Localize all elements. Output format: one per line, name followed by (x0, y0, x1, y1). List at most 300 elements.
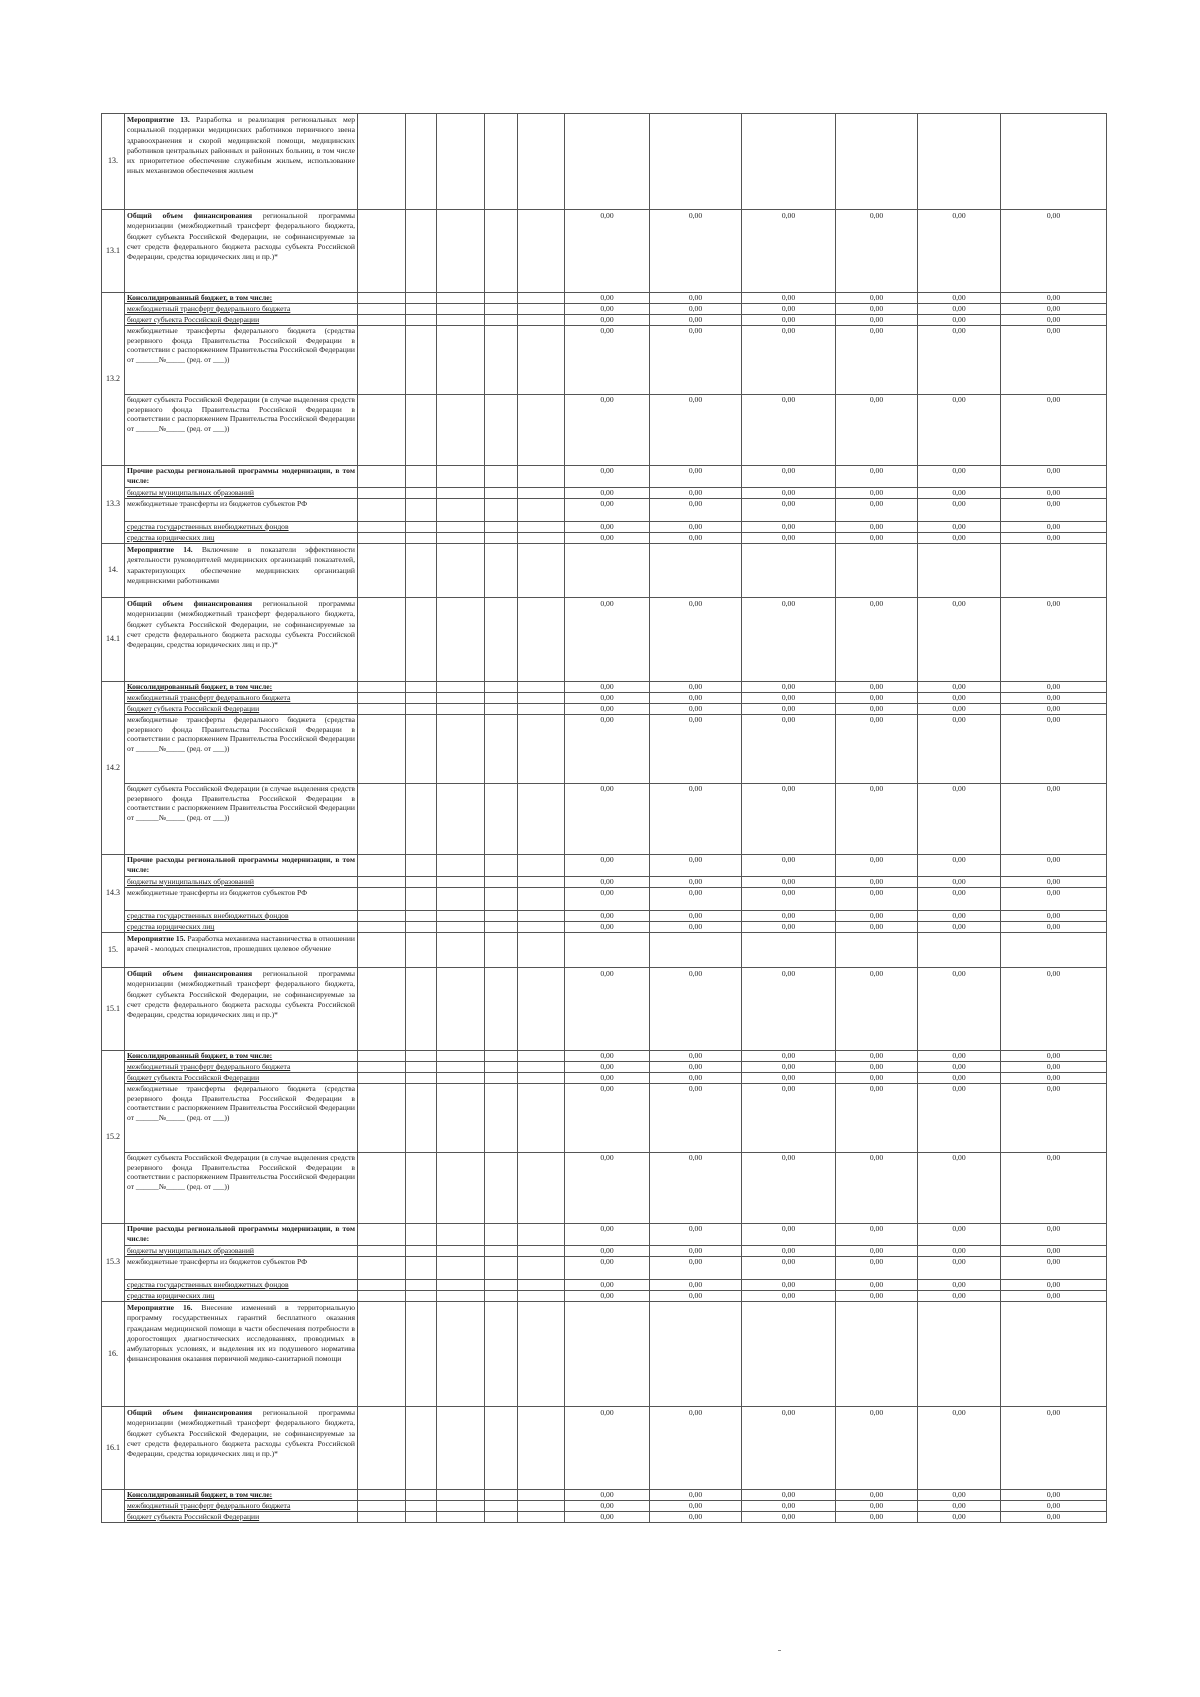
empty-cell (358, 1246, 406, 1257)
row-number: 14.1 (102, 598, 125, 682)
value-cell: 0,00 (918, 682, 1001, 693)
consolidated-budget-label: Консолидированный бюджет, в том числе: (125, 682, 358, 693)
empty-cell (485, 1062, 518, 1073)
empty-cell (518, 682, 565, 693)
empty-cell (437, 522, 485, 533)
empty-cell (437, 210, 485, 293)
empty-cell (485, 877, 518, 888)
empty-cell (485, 1257, 518, 1280)
reserve-federal-label: межбюджетные трансферты федерального бюджета (средства резервного фонда Правительства Российской Федерации в соответствии с распоряжением Правительства Российской Федерации от ______№_____ (ред. от ___)) (125, 715, 358, 784)
value-cell: 0,00 (565, 1257, 650, 1280)
empty-cell (518, 1490, 565, 1501)
value-cell: 0,00 (742, 1512, 836, 1523)
value-cell (836, 114, 918, 210)
empty-cell (485, 1291, 518, 1302)
other-expenses-row (102, 522, 1107, 533)
value-cell: 0,00 (836, 968, 918, 1051)
empty-cell (485, 693, 518, 704)
other-expenses-row (102, 488, 1107, 499)
legal-entities-label: средства юридических лиц (125, 533, 358, 544)
empty-cell (406, 715, 437, 784)
value-cell: 0,00 (918, 1062, 1001, 1073)
empty-cell (485, 888, 518, 911)
budget-row (102, 682, 1107, 693)
value-cell: 0,00 (650, 488, 742, 499)
row-number: 14.2 (102, 682, 125, 855)
value-cell: 0,00 (836, 598, 918, 682)
value-cell (918, 544, 1001, 598)
empty-cell (485, 210, 518, 293)
value-cell: 0,00 (1001, 704, 1107, 715)
bold-lead: Общий объем финансирования (127, 211, 253, 220)
empty-cell (437, 968, 485, 1051)
empty-cell (406, 1280, 437, 1291)
value-cell: 0,00 (836, 1490, 918, 1501)
value-cell: 0,00 (918, 888, 1001, 911)
budget-row (102, 326, 1107, 395)
value-cell: 0,00 (918, 968, 1001, 1051)
value-cell: 0,00 (1001, 1501, 1107, 1512)
empty-cell (518, 877, 565, 888)
empty-cell (437, 1246, 485, 1257)
value-cell: 0,00 (650, 922, 742, 933)
value-cell: 0,00 (742, 682, 836, 693)
other-expenses-row (102, 922, 1107, 933)
value-cell: 0,00 (742, 855, 836, 877)
value-cell (742, 114, 836, 210)
value-cell: 0,00 (650, 293, 742, 304)
empty-cell (406, 1257, 437, 1280)
value-cell: 0,00 (1001, 466, 1107, 488)
empty-cell (518, 922, 565, 933)
value-cell: 0,00 (650, 704, 742, 715)
value-cell: 0,00 (836, 1257, 918, 1280)
value-cell: 0,00 (650, 1073, 742, 1084)
value-cell: 0,00 (650, 888, 742, 911)
value-cell: 0,00 (918, 1051, 1001, 1062)
reserve-federal-label: межбюджетные трансферты федерального бюджета (средства резервного фонда Правительства Российской Федерации в соответствии с распоряжением Правительства Российской Федерации от ______№_____ (ред. от ___)) (125, 326, 358, 395)
empty-cell (437, 1073, 485, 1084)
empty-cell (518, 1073, 565, 1084)
value-cell: 0,00 (1001, 888, 1107, 911)
value-cell: 0,00 (836, 210, 918, 293)
row-number: 13. (102, 114, 125, 210)
other-expenses-row (102, 499, 1107, 522)
empty-cell (406, 114, 437, 210)
empty-cell (485, 911, 518, 922)
value-cell: 0,00 (742, 293, 836, 304)
empty-cell (437, 715, 485, 784)
empty-cell (485, 855, 518, 877)
value-cell (565, 544, 650, 598)
value-cell: 0,00 (1001, 499, 1107, 522)
value-cell: 0,00 (565, 326, 650, 395)
value-cell: 0,00 (918, 1291, 1001, 1302)
value-cell: 0,00 (918, 1490, 1001, 1501)
empty-cell (358, 693, 406, 704)
value-cell: 0,00 (650, 326, 742, 395)
value-cell: 0,00 (836, 1501, 918, 1512)
row-number: 15.2 (102, 1051, 125, 1224)
consolidated-budget-label: Консолидированный бюджет, в том числе: (125, 293, 358, 304)
value-cell: 0,00 (1001, 855, 1107, 877)
other-expenses-row (102, 466, 1107, 488)
event-description: Мероприятие 16. Внесение изменений в территориальную программу государственных гарантий бесплатного оказания гражданам медицинской помощи в части обеспечения потребности в дорогостоящих диагностических исследованиях, проводимых в амбулаторных условиях, и выделения их из подушевого норматива финансирования оказания первичной медико-санитарной помощи (125, 1302, 358, 1407)
value-cell: 0,00 (918, 704, 1001, 715)
value-cell: 0,00 (1001, 1084, 1107, 1153)
event-row (102, 1302, 1107, 1407)
value-cell: 0,00 (650, 395, 742, 466)
budget-row (102, 304, 1107, 315)
empty-cell (437, 922, 485, 933)
value-cell: 0,00 (1001, 315, 1107, 326)
value-cell (650, 544, 742, 598)
legal-entities-label: средства юридических лиц (125, 1291, 358, 1302)
value-cell: 0,00 (742, 911, 836, 922)
value-cell: 0,00 (918, 855, 1001, 877)
value-cell: 0,00 (836, 326, 918, 395)
other-expenses-row (102, 1224, 1107, 1246)
empty-cell (518, 1153, 565, 1224)
value-cell (836, 1302, 918, 1407)
value-cell: 0,00 (742, 1246, 836, 1257)
event-title: Мероприятие 13. (127, 115, 190, 124)
budget-row (102, 1062, 1107, 1073)
value-cell: 0,00 (1001, 1257, 1107, 1280)
value-cell: 0,00 (836, 499, 918, 522)
empty-cell (406, 304, 437, 315)
value-cell: 0,00 (918, 466, 1001, 488)
value-cell: 0,00 (836, 293, 918, 304)
value-cell: 0,00 (742, 499, 836, 522)
empty-cell (518, 326, 565, 395)
empty-cell (518, 544, 565, 598)
reserve-subject-label: бюджет субъекта Российской Федерации (в случае выделения средств резервного фонда Правительства Российской Федерации в соответствии с распоряжением Правительства Российской Федерации от ______№_____ (ред. от ___)) (125, 1153, 358, 1224)
empty-cell (485, 395, 518, 466)
empty-cell (485, 326, 518, 395)
empty-cell (406, 499, 437, 522)
empty-cell (358, 784, 406, 855)
value-cell: 0,00 (565, 499, 650, 522)
empty-cell (485, 1512, 518, 1523)
value-cell: 0,00 (742, 1280, 836, 1291)
value-cell: 0,00 (1001, 395, 1107, 466)
empty-cell (358, 855, 406, 877)
empty-cell (437, 704, 485, 715)
value-cell: 0,00 (836, 1280, 918, 1291)
value-cell: 0,00 (836, 922, 918, 933)
empty-cell (358, 968, 406, 1051)
empty-cell (406, 682, 437, 693)
subject-budget-label: бюджет субъекта Российской Федерации (125, 1073, 358, 1084)
empty-cell (518, 466, 565, 488)
empty-cell (358, 682, 406, 693)
value-cell: 0,00 (1001, 598, 1107, 682)
empty-cell (437, 1407, 485, 1490)
empty-cell (485, 1153, 518, 1224)
budget-row (102, 1084, 1107, 1153)
empty-cell (518, 293, 565, 304)
empty-cell (518, 968, 565, 1051)
empty-cell (485, 114, 518, 210)
consolidated-budget-label: Консолидированный бюджет, в том числе: (125, 1490, 358, 1501)
value-cell: 0,00 (1001, 210, 1107, 293)
federal-transfer-label: межбюджетный трансферт федерального бюджета (125, 304, 358, 315)
value-cell: 0,00 (565, 968, 650, 1051)
value-cell: 0,00 (565, 1073, 650, 1084)
value-cell: 0,00 (742, 1224, 836, 1246)
value-cell (1001, 1302, 1107, 1407)
state-funds-label: средства государственных внебюджетных фондов (125, 911, 358, 922)
value-cell: 0,00 (565, 1512, 650, 1523)
value-cell (742, 933, 836, 968)
other-expenses-row (102, 1280, 1107, 1291)
value-cell: 0,00 (565, 1246, 650, 1257)
value-cell: 0,00 (650, 968, 742, 1051)
empty-cell (358, 1280, 406, 1291)
empty-cell (437, 598, 485, 682)
value-cell: 0,00 (742, 1153, 836, 1224)
empty-cell (518, 1224, 565, 1246)
value-cell: 0,00 (918, 499, 1001, 522)
empty-cell (358, 210, 406, 293)
event-title: Мероприятие 14. (127, 545, 193, 554)
value-cell: 0,00 (918, 522, 1001, 533)
empty-cell (518, 522, 565, 533)
value-cell: 0,00 (650, 682, 742, 693)
event-description: Мероприятие 13. Разработка и реализация региональных мер социальной поддержки медицинских работников первичного звена здравоохранения и скорой медицинской помощи, медицинских работников центральных районных и районных больниц, в том числе их приоритетное обеспечение служебным жильем, использование иных механизмов обеспечения жильем (125, 114, 358, 210)
empty-cell (406, 1407, 437, 1490)
value-cell: 0,00 (1001, 488, 1107, 499)
empty-cell (406, 210, 437, 293)
empty-cell (485, 499, 518, 522)
empty-cell (518, 1051, 565, 1062)
empty-cell (406, 326, 437, 395)
state-funds-label: средства государственных внебюджетных фондов (125, 522, 358, 533)
empty-cell (518, 1257, 565, 1280)
other-expenses-row (102, 1257, 1107, 1280)
value-cell: 0,00 (836, 1291, 918, 1302)
value-cell (650, 933, 742, 968)
value-cell: 0,00 (742, 1062, 836, 1073)
empty-cell (437, 933, 485, 968)
empty-cell (485, 293, 518, 304)
value-cell: 0,00 (650, 1084, 742, 1153)
interbudget-rf-label: межбюджетные трансферты из бюджетов субъектов РФ (125, 888, 358, 911)
value-cell: 0,00 (1001, 1153, 1107, 1224)
value-cell: 0,00 (742, 1084, 836, 1153)
row-number: 15.3 (102, 1224, 125, 1302)
empty-cell (406, 968, 437, 1051)
empty-cell (406, 1153, 437, 1224)
value-cell: 0,00 (836, 715, 918, 784)
municipal-budgets-label: бюджеты муниципальных образований (125, 877, 358, 888)
value-cell: 0,00 (650, 533, 742, 544)
budget-row (102, 693, 1107, 704)
value-cell: 0,00 (742, 922, 836, 933)
value-cell (650, 114, 742, 210)
value-cell: 0,00 (742, 466, 836, 488)
empty-cell (518, 1302, 565, 1407)
value-cell: 0,00 (836, 877, 918, 888)
budget-row (102, 1073, 1107, 1084)
value-cell: 0,00 (918, 315, 1001, 326)
value-cell: 0,00 (836, 1073, 918, 1084)
empty-cell (406, 784, 437, 855)
value-cell: 0,00 (650, 1501, 742, 1512)
empty-cell (518, 114, 565, 210)
empty-cell (406, 544, 437, 598)
value-cell: 0,00 (918, 784, 1001, 855)
value-cell: 0,00 (836, 1051, 918, 1062)
row-number (102, 1490, 125, 1523)
value-cell: 0,00 (742, 704, 836, 715)
empty-cell (406, 1246, 437, 1257)
empty-cell (406, 1512, 437, 1523)
empty-cell (485, 1501, 518, 1512)
value-cell: 0,00 (650, 877, 742, 888)
event-description: Мероприятие 14. Включение в показатели эффективности деятельности руководителей медицинских организаций показателей, характеризующих обеспечение медицинских организаций медицинскими работниками (125, 544, 358, 598)
value-cell: 0,00 (1001, 522, 1107, 533)
value-cell: 0,00 (650, 1291, 742, 1302)
value-cell: 0,00 (918, 1073, 1001, 1084)
value-cell: 0,00 (742, 1501, 836, 1512)
empty-cell (437, 888, 485, 911)
empty-cell (518, 1512, 565, 1523)
empty-cell (437, 114, 485, 210)
value-cell: 0,00 (650, 210, 742, 293)
value-cell: 0,00 (918, 293, 1001, 304)
value-cell: 0,00 (918, 1246, 1001, 1257)
empty-cell (485, 1280, 518, 1291)
value-cell: 0,00 (565, 522, 650, 533)
value-cell: 0,00 (1001, 784, 1107, 855)
row-number: 15.1 (102, 968, 125, 1051)
other-expenses-row (102, 1246, 1107, 1257)
empty-cell (485, 1407, 518, 1490)
value-cell: 0,00 (918, 1501, 1001, 1512)
value-cell: 0,00 (565, 488, 650, 499)
value-cell: 0,00 (650, 315, 742, 326)
value-cell: 0,00 (565, 922, 650, 933)
total-financing-label: Общий объем финансирования региональной программы модернизации (межбюджетный трансферт федерального бюджета, бюджет субъекта Российской Федерации, не софинансируемые за счет средств федерального бюджета расходы субъекта Российской Федерации, средства юридических лиц и пр.)* (125, 598, 358, 682)
empty-cell (406, 933, 437, 968)
other-expenses-row (102, 533, 1107, 544)
event-description: Мероприятие 15. Разработка механизма наставничества в отношении врачей - молодых специалистов, прошедших целевое обучение (125, 933, 358, 968)
budget-row (102, 704, 1107, 715)
budget-row (102, 1501, 1107, 1512)
value-cell: 0,00 (650, 1512, 742, 1523)
value-cell: 0,00 (918, 1084, 1001, 1153)
value-cell: 0,00 (650, 466, 742, 488)
value-cell: 0,00 (565, 1062, 650, 1073)
value-cell: 0,00 (650, 693, 742, 704)
value-cell: 0,00 (565, 1051, 650, 1062)
value-cell: 0,00 (742, 210, 836, 293)
empty-cell (437, 1153, 485, 1224)
value-cell: 0,00 (650, 1490, 742, 1501)
value-cell: 0,00 (918, 922, 1001, 933)
empty-cell (518, 1280, 565, 1291)
value-cell: 0,00 (565, 1224, 650, 1246)
value-cell: 0,00 (836, 1224, 918, 1246)
empty-cell (358, 1073, 406, 1084)
value-cell: 0,00 (565, 1084, 650, 1153)
value-cell: 0,00 (565, 210, 650, 293)
value-cell: 0,00 (565, 1291, 650, 1302)
empty-cell (518, 533, 565, 544)
other-expenses-row (102, 888, 1107, 911)
empty-cell (518, 1501, 565, 1512)
empty-cell (406, 1062, 437, 1073)
total-financing-row (102, 598, 1107, 682)
empty-cell (437, 1512, 485, 1523)
empty-cell (437, 1280, 485, 1291)
empty-cell (406, 395, 437, 466)
other-expenses-row (102, 855, 1107, 877)
row-number: 13.1 (102, 210, 125, 293)
empty-cell (518, 499, 565, 522)
empty-cell (437, 304, 485, 315)
empty-cell (437, 488, 485, 499)
value-cell: 0,00 (918, 326, 1001, 395)
empty-cell (358, 715, 406, 784)
total-financing-row (102, 210, 1107, 293)
value-cell: 0,00 (742, 888, 836, 911)
empty-cell (437, 499, 485, 522)
empty-cell (485, 922, 518, 933)
total-financing-label: Общий объем финансирования региональной программы модернизации (межбюджетный трансферт федерального бюджета, бюджет субъекта Российской Федерации, не софинансируемые за счет средств федерального бюджета расходы субъекта Российской Федерации, средства юридических лиц и пр.)* (125, 968, 358, 1051)
empty-cell (358, 1062, 406, 1073)
value-cell: 0,00 (565, 1407, 650, 1490)
value-cell: 0,00 (650, 1153, 742, 1224)
federal-transfer-label: межбюджетный трансферт федерального бюджета (125, 1062, 358, 1073)
empty-cell (406, 315, 437, 326)
value-cell: 0,00 (918, 693, 1001, 704)
empty-cell (485, 1224, 518, 1246)
value-cell: 0,00 (650, 1246, 742, 1257)
value-cell: 0,00 (650, 499, 742, 522)
empty-cell (518, 693, 565, 704)
empty-cell (406, 693, 437, 704)
value-cell: 0,00 (836, 693, 918, 704)
other-expenses-row (102, 1291, 1107, 1302)
empty-cell (518, 715, 565, 784)
value-cell: 0,00 (565, 395, 650, 466)
empty-cell (437, 1302, 485, 1407)
value-cell: 0,00 (565, 715, 650, 784)
empty-cell (406, 1501, 437, 1512)
empty-cell (358, 1512, 406, 1523)
value-cell: 0,00 (1001, 968, 1107, 1051)
empty-cell (437, 1051, 485, 1062)
empty-cell (485, 466, 518, 488)
value-cell: 0,00 (565, 466, 650, 488)
empty-cell (358, 1490, 406, 1501)
value-cell: 0,00 (650, 911, 742, 922)
value-cell: 0,00 (836, 1246, 918, 1257)
other-expenses-label: Прочие расходы региональной программы модернизации, в том числе: (125, 1224, 358, 1246)
scan-artifact (778, 1650, 781, 1651)
value-cell: 0,00 (565, 911, 650, 922)
empty-cell (485, 1051, 518, 1062)
empty-cell (358, 466, 406, 488)
value-cell (836, 933, 918, 968)
total-financing-row (102, 1407, 1107, 1490)
empty-cell (485, 488, 518, 499)
other-expenses-row (102, 911, 1107, 922)
bold-lead: Общий объем финансирования (127, 969, 253, 978)
